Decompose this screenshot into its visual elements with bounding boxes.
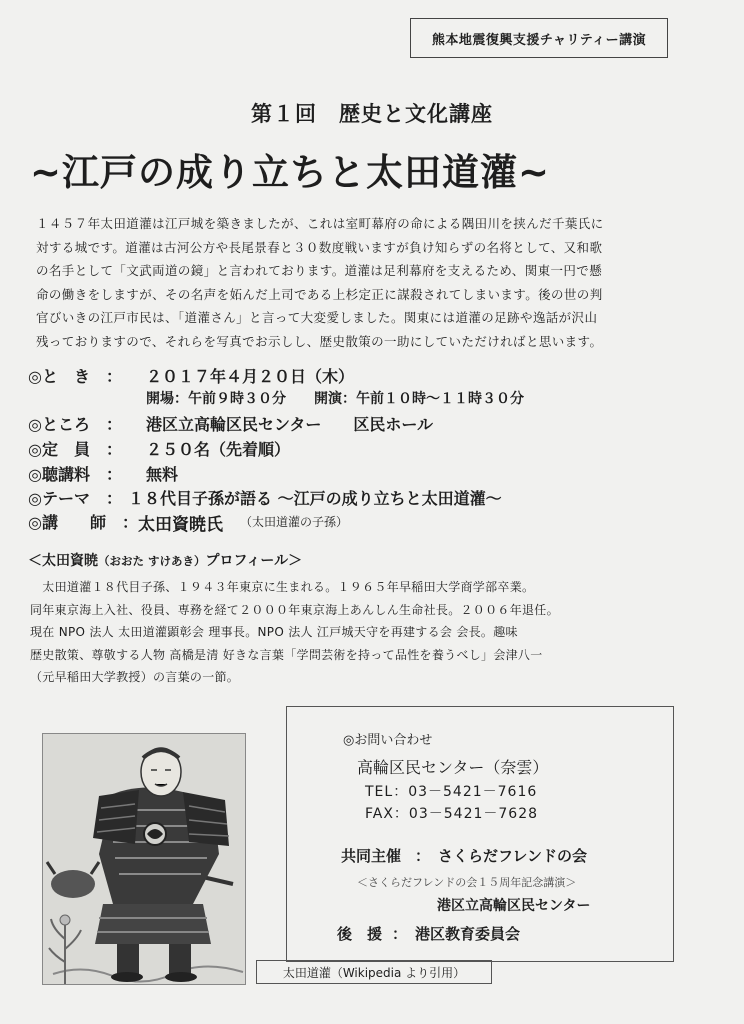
intro-line: 命の働きをしますが、その名声を妬んだ上司である上杉定正に謀殺されてしまいます。後の世の判 (36, 286, 603, 302)
intro-line: １４５７年太田道灌は江戸城を築きましたが、これは室町幕府の命による隅田川を挟んだ千葉氏に (36, 216, 604, 231)
series-heading: 第１回 歴史と文化講座 (251, 102, 493, 126)
open-time: 開場：午前９時３０分 (146, 391, 286, 407)
place-label: ◎ところ ： (28, 415, 122, 434)
charity-tag (410, 18, 668, 58)
support-colon: ： (392, 925, 408, 943)
cohost-label: 共同主催 (341, 847, 402, 865)
intro-line: 残っておりますので、それらを写真でお示しし、歴史散策の一助にしていただければと思います。 (36, 333, 603, 349)
capacity-value: ２５０名（先着順） (146, 440, 291, 459)
samurai-illustration (43, 734, 246, 985)
intro-line: 官びいきの江戸市民は、「道灌さん」と言って大変愛しました。関東には道灌の足跡や逸話が沢山 (36, 310, 598, 325)
inquiry-label: ◎お問い合わせ (343, 733, 433, 748)
center-name: 高輪区民センター（奈雲） (357, 758, 549, 777)
support-row (337, 923, 520, 944)
profile-line: 現在 NPO 法人 太田道灌顕彰会 理事長。NPO 法人 江戸城天守を再建する会 会長。趣味 (30, 625, 518, 639)
profile-line: 同年東京海上入社、役員、専務を経て２０００年東京海上あんしん生命社長。２００６年退任。 (30, 602, 559, 617)
cohost-colon: ： (415, 847, 431, 865)
intro-line: 対する城です。道灌は古河公方や長尾景春と３０数度戦いますが負け知らずの名将として、又和歌 (36, 239, 603, 255)
capacity-label: ◎定 員 ： (28, 440, 122, 459)
fee-label: ◎聴講料 ： (28, 465, 122, 484)
phone-number: TEL：03－5421－7616 (365, 784, 538, 800)
portrait-caption (256, 960, 492, 984)
theme-value: １８代目子孫が語る ～江戸の成り立ちと太田道灌～ (128, 489, 502, 508)
profile-title-end: プロフィール＞ (205, 553, 303, 569)
profile-text (30, 576, 720, 689)
start-time: 開演：午前１０時～１１時３０分 (314, 391, 524, 407)
when-value: ２０１７年４月２０日（木） (146, 367, 355, 386)
profile-line: （元早稲田大学教授）の言葉の一節。 (30, 670, 240, 684)
anniversary-note: ＜さくらだフレンドの会１５周年記念講演＞ (357, 876, 577, 889)
main-title: ~江戸の成り立ちと太田道灌~ (30, 151, 551, 194)
lecturer-label: ◎講 師 ： (28, 513, 138, 532)
profile-line: 太田道灌１８代目子孫、１９４３年東京に生まれる。１９６５年早稲田大学商学部卒業。 (30, 580, 535, 594)
fax-number: FAX：03－5421－7628 (365, 806, 539, 822)
time-row (146, 388, 524, 408)
profile-heading (28, 550, 302, 570)
profile-reading: （おおた すけあき） (98, 554, 206, 568)
lecturer-note: （太田道灌の子孫） (240, 515, 349, 529)
place-value: 港区立高輪区民センター 区民ホール (146, 415, 434, 434)
cohost-center: 港区立高輪区民センター (437, 898, 591, 914)
charity-tag-text: 熊本地震復興支援チャリティー講演 (431, 32, 647, 48)
support-label: 後 援 (337, 925, 383, 943)
cohost-name: さくらだフレンドの会 (438, 847, 588, 865)
cohost-row (341, 845, 587, 866)
lecturer-name: 太田資暁氏 (138, 515, 223, 535)
fee-value: 無料 (146, 465, 179, 484)
profile-line: 歴史散策、尊敬する人物 高橋是清 好きな言葉「学問芸術を持って品性を養うべし」会津八一 (30, 647, 543, 662)
support-name: 港区教育委員会 (415, 925, 521, 943)
intro-line: の名手として「文武両道の鏡」と言われております。道灌は足利幕府を支えるため、関東一円で懸 (36, 263, 603, 278)
profile-title-start: ＜太田資暁 (28, 553, 98, 569)
when-label: ◎と き ： (28, 367, 122, 386)
theme-label: ◎テーマ ： (28, 489, 122, 508)
intro-paragraph (36, 212, 712, 353)
samurai-portrait-image (42, 733, 246, 985)
contact-box (286, 706, 674, 962)
portrait-caption-text: 太田道灌（Wikipedia より引用） (282, 965, 466, 980)
